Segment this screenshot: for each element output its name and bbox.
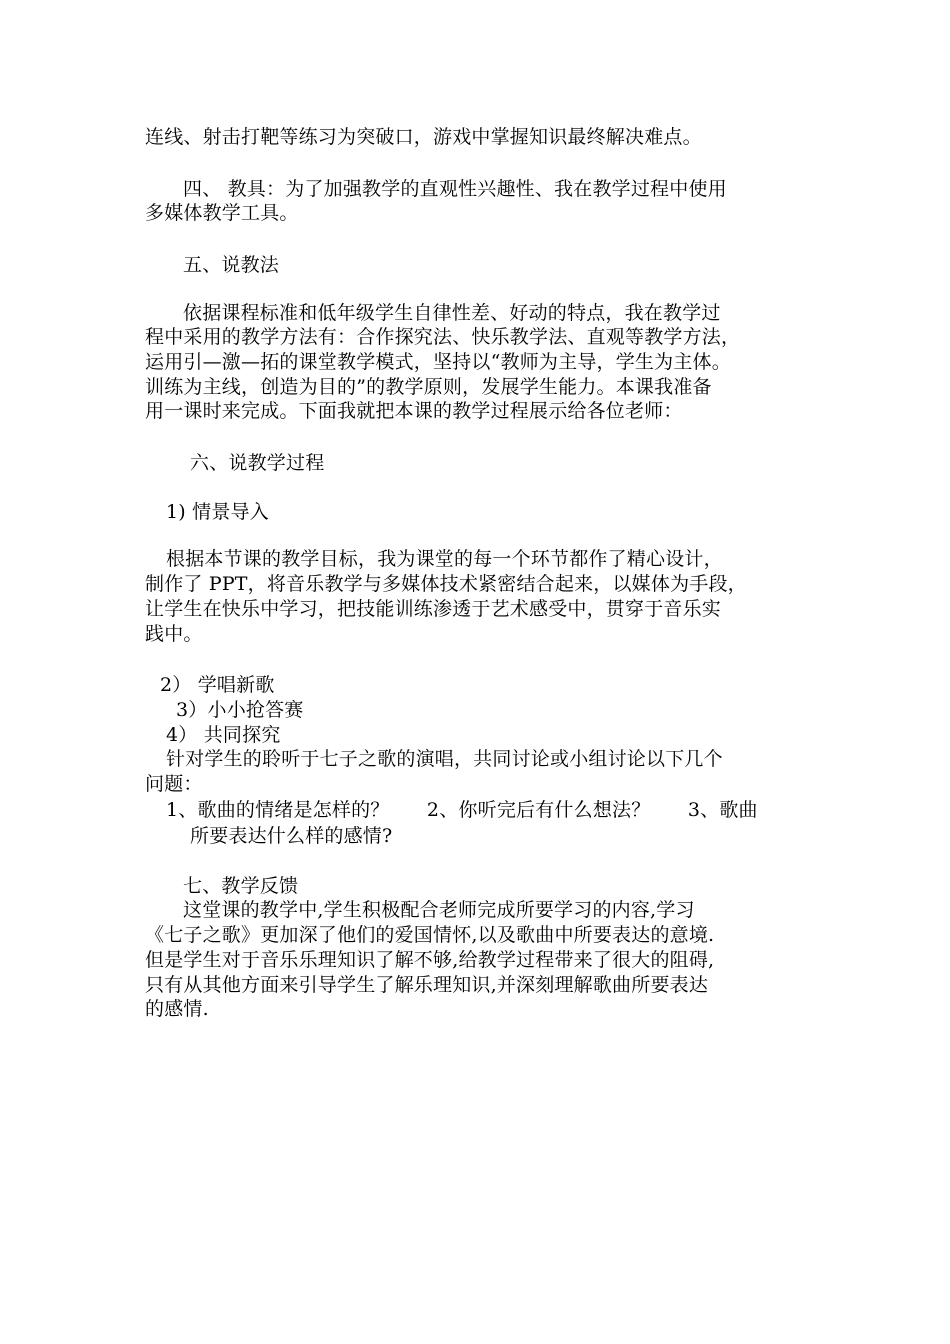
- text-line: 但是学生对于音乐乐理知识了解不够,给教学过程带来了很大的阻碍,: [145, 949, 715, 971]
- section-heading-teaching-methods: 五、说教法: [183, 254, 280, 276]
- text-line: 践中。: [145, 623, 203, 645]
- text-line: 训练为主线，创造为目的”的教学原则，发展学生能力。本课我准备: [145, 376, 712, 398]
- text-line: 针对学生的聆听于七子之歌的演唱，共同讨论或小组讨论以下几个: [166, 748, 723, 770]
- subsection-heading: 2） 学唱新歌: [160, 674, 275, 696]
- text-line: 问题：: [145, 773, 203, 795]
- section-heading-teaching-aids: 四、 教具：为了加强教学的直观性兴趣性、我在教学过程中使用: [183, 178, 727, 200]
- text-line: 所要表达什么样的感情?: [190, 825, 393, 847]
- text-line: 这堂课的教学中,学生积极配合老师完成所要学习的内容,学习: [183, 899, 695, 921]
- text-line: 根据本节课的教学目标，我为课堂的每一个环节都作了精心设计，: [166, 548, 723, 570]
- text-line: 制作了 PPT，将音乐教学与多媒体技术紧密结合起来，以媒体为手段，: [145, 573, 747, 595]
- text-line: 《七子之歌》更加深了他们的爱国情怀,以及歌曲中所要表达的意境.: [145, 924, 715, 946]
- subsection-heading: 1) 情景导入: [166, 501, 269, 523]
- section-heading-teaching-process: 六、说教学过程: [190, 452, 325, 474]
- text-line: 用一课时来完成。下面我就把本课的教学过程展示给各位老师：: [145, 400, 683, 422]
- text-line: 让学生在快乐中学习，把技能训练渗透于艺术感受中，贯穿于音乐实: [145, 598, 722, 620]
- text-line: 连线、射击打靶等练习为突破口，游戏中掌握知识最终解决难点。: [145, 126, 702, 148]
- text-line: 程中采用的教学方法有：合作探究法、快乐教学法、直观等教学方法，: [145, 326, 741, 348]
- subsection-heading: 3）小小抢答赛: [176, 699, 304, 721]
- text-line: 运用引—激—拓的课堂教学模式，坚持以“教师为主导，学生为主体。: [145, 351, 731, 373]
- text-line: 只有从其他方面来引导学生了解乐理知识,并深刻理解歌曲所要表达: [145, 974, 709, 996]
- question-list: 1、歌曲的情绪是怎样的？ 2、你听完后有什么想法？ 3、歌曲: [166, 799, 758, 821]
- subsection-heading: 4） 共同探究: [166, 724, 281, 746]
- section-heading-feedback: 七、教学反馈: [183, 875, 299, 897]
- text-line: 的感情.: [145, 998, 209, 1020]
- text-line: 依据课程标准和低年级学生自律性差、好动的特点，我在教学过: [183, 302, 721, 324]
- text-line: 多媒体教学工具。: [145, 202, 299, 224]
